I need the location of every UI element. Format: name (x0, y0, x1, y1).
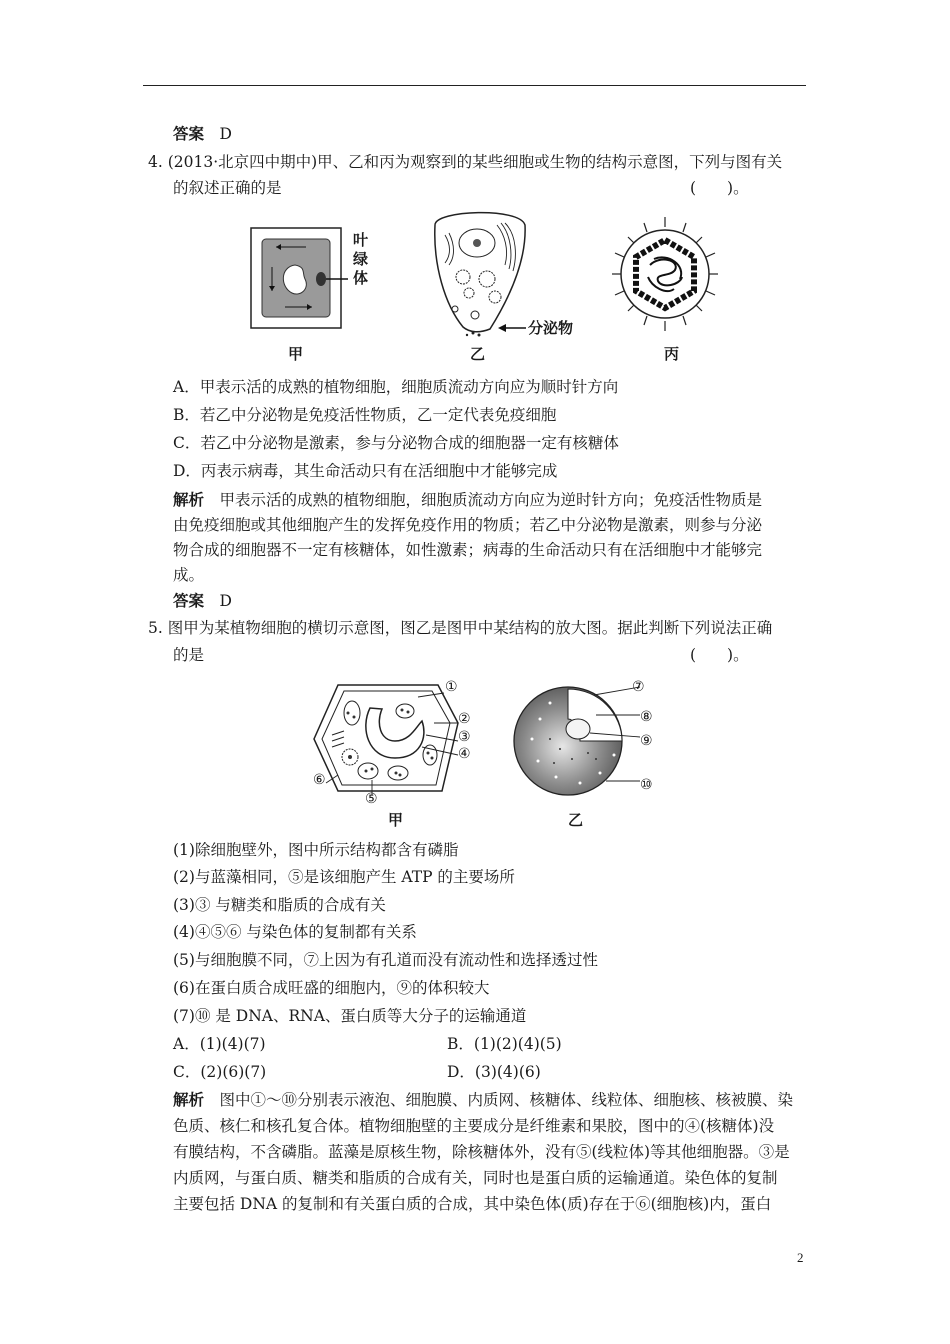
q4-option-b: B．若乙中分泌物是免疫活性物质，乙一定代表免疫细胞 (173, 406, 557, 424)
q5-mark-2: ② (458, 711, 471, 727)
q5-statement-4: (4)④⑤⑥ 与染色体的复制都有关系 (173, 923, 417, 941)
q5-yi-leader-lines (570, 681, 642, 791)
q5-option-d: D．(3)(4)(6) (447, 1063, 541, 1081)
q4-option-c: C．若乙中分泌物是激素，参与分泌物合成的细胞器一定有核糖体 (173, 434, 619, 452)
q4-figure (240, 205, 680, 365)
answer-heading: 答案 (173, 591, 205, 610)
q5-stem-line2: 的是 (173, 646, 205, 664)
q4-jia-diagram (250, 227, 370, 337)
q4-yi-diagram (425, 205, 535, 337)
q5-mark-6: ⑥ (313, 772, 326, 788)
q5-option-b: B．(1)(2)(4)(5) (447, 1035, 562, 1053)
q5-mark-7: ⑦ (632, 679, 645, 695)
q5-figure (310, 675, 670, 830)
header-rule (143, 85, 806, 86)
q5-analysis-line5: 主要包括 DNA 的复制和有关蛋白质的合成，其中染色体(质)存在于⑥(细胞核)内，蛋白 (173, 1195, 772, 1213)
q5-mark-9: ⑨ (640, 733, 653, 749)
q4-option-a: A．甲表示活的成熟的植物细胞，细胞质流动方向应为顺时针方向 (173, 378, 619, 396)
q5-stem-line1: 5. 图甲为某植物细胞的横切示意图，图乙是图甲中某结构的放大图。据此判断下列说法正确 (148, 619, 773, 637)
q5-statement-1: (1)除细胞壁外，图中所示结构都含有磷脂 (173, 841, 459, 859)
q4-stem-line1: 4. (2013·北京四中期中)甲、乙和丙为观察到的某些细胞或生物的结构示意图，下列与图有关 (148, 153, 783, 171)
q5-jia-diagram (310, 683, 460, 795)
q5-mark-10: ⑩ (640, 777, 653, 793)
q5-yi-label: 乙 (568, 811, 584, 829)
q5-mark-8: ⑧ (640, 709, 653, 725)
q5-mark-1: ① (445, 679, 458, 695)
analysis-heading: 解析 (173, 490, 205, 509)
q4-analysis-line3: 物合成的细胞器不一定有核糖体，如性激素；病毒的生命活动只有在活细胞中才能够完 (173, 541, 763, 559)
q4-stem-line2: 的叙述正确的是 (173, 179, 282, 197)
q5-mark-3: ③ (458, 729, 471, 745)
q4-fen-mi-wu-label: 分泌物 (528, 319, 574, 337)
answer-heading: 答案 (173, 124, 205, 143)
page-number: 2 (797, 1250, 804, 1265)
q4-answer: 答案 D (173, 591, 232, 610)
q5-mark-5: ⑤ (365, 791, 378, 807)
q5-statement-5: (5)与细胞膜不同，⑦上因为有孔道而没有流动性和选择透过性 (173, 951, 598, 969)
q5-mark-4: ④ (458, 746, 471, 762)
q3-answer: 答案 D (173, 124, 232, 143)
q4-option-d: D．丙表示病毒，其生命活动只有在活细胞中才能够完成 (173, 462, 558, 480)
q5-statement-3: (3)③ 与糖类和脂质的合成有关 (173, 896, 386, 914)
q4-bing-diagram (610, 215, 720, 333)
q5-statement-7: (7)⑩ 是 DNA、RNA、蛋白质等大分子的运输通道 (173, 1007, 527, 1025)
q4-jia-label: 甲 (288, 345, 304, 363)
q5-jia-label: 甲 (388, 811, 404, 829)
q4-analysis-line4: 成。 (173, 566, 205, 584)
q4-analysis-line2: 由免疫细胞或其他细胞产生的发挥免疫作用的物质；若乙中分泌物是激素，则参与分泌 (173, 516, 763, 534)
q5-statement-6: (6)在蛋白质合成旺盛的细胞内，⑨的体积较大 (173, 979, 490, 997)
q4-analysis-line1: 解析 甲表示活的成熟的植物细胞，细胞质流动方向应为逆时针方向；免疫活性物质是 (173, 490, 763, 509)
q5-answer-bracket: ( )。 (690, 646, 749, 664)
analysis-heading: 解析 (173, 1090, 205, 1109)
q4-ye-lv-ti-label: 叶 绿 体 (353, 231, 369, 287)
q5-option-c: C．(2)(6)(7) (173, 1063, 267, 1081)
q5-analysis-line4: 内质网，与蛋白质、糖类和脂质的合成有关，同时也是蛋白质的运输通道。染色体的复制 (173, 1169, 778, 1187)
q5-analysis-line2: 色质、核仁和核孔复合体。植物细胞壁的主要成分是纤维素和果胶，图中的④(核糖体)没 (173, 1117, 775, 1135)
q5-analysis-line3: 有膜结构，不含磷脂。蓝藻是原核生物，除核糖体外，没有⑤(线粒体)等其他细胞器。③是 (173, 1143, 790, 1161)
q5-option-a: A．(1)(4)(7) (173, 1035, 266, 1053)
q4-arrow-icon (498, 322, 526, 334)
q4-bing-label: 丙 (664, 345, 680, 363)
q5-statement-2: (2)与蓝藻相同，⑤是该细胞产生 ATP 的主要场所 (173, 868, 515, 886)
q4-answer-bracket: ( )。 (690, 179, 749, 197)
q5-analysis-line1: 解析 图中①～⑩分别表示液泡、细胞膜、内质网、核糖体、线粒体、细胞核、核被膜、染 (173, 1090, 794, 1109)
q4-yi-label: 乙 (470, 345, 486, 363)
